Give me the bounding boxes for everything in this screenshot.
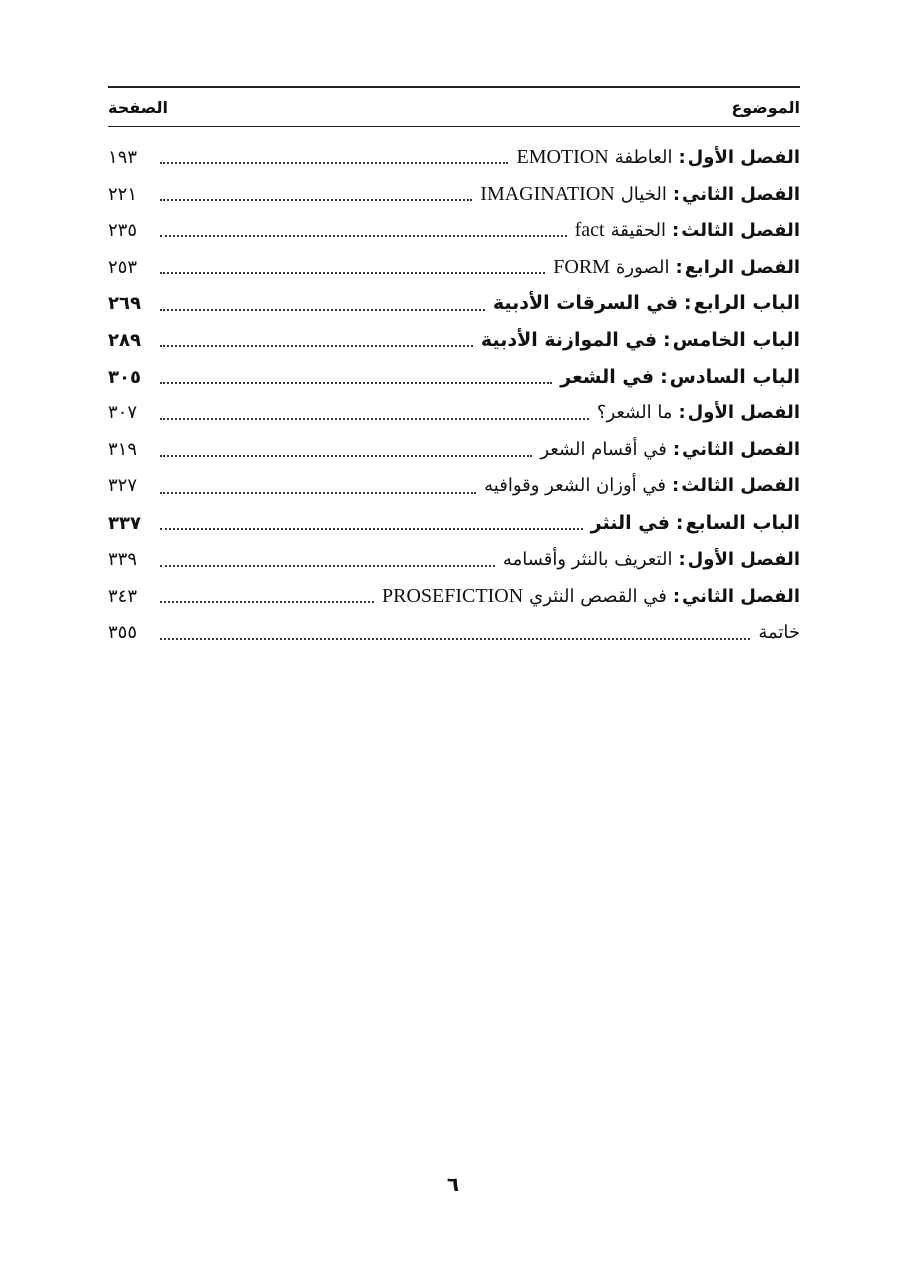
toc-entry-title: في أقسام الشعر [540,438,667,460]
toc-entry-separator: : [678,147,686,168]
toc-entry-title: التعريف بالنثر وأقسامه [502,548,673,570]
header-bottom-rule [108,126,800,127]
toc-entry-label: الفصل الرابع [684,256,800,278]
toc-entry [540,432,800,469]
toc-row [108,578,800,615]
toc-entry-separator: : [672,586,681,608]
dot-leader [160,309,485,311]
toc-entry-separator: : [672,183,681,205]
dot-leader [160,345,473,347]
toc-entry-latin-term: PROSEFICTION [382,585,524,608]
toc-entry [560,359,800,396]
toc-entry-separator: : [671,475,680,497]
toc-entry-title: خاتمة [758,621,800,643]
toc-entry-title: في الموازنة الأدبية [480,328,658,351]
toc-entry [575,212,800,250]
toc-entry-separator: : [660,365,668,388]
toc-page-number: ٢٨٩ [108,329,141,351]
toc-entry [493,285,800,322]
toc-entry-title: ما الشعر؟ [596,402,673,424]
toc-page-number: ٣٢٧ [108,475,138,497]
toc-entry [503,542,800,579]
toc-entry-label: الفصل الأول [687,548,800,570]
toc-row [108,542,800,579]
toc-page-number: ٢٦٩ [108,293,141,315]
toc-entry-label: الفصل الثالث [681,220,800,242]
toc-entry-title: الصورة [615,256,670,278]
toc-row [108,359,800,396]
toc-entry-label: الفصل الأول [687,402,800,424]
toc-entry-latin-term: fact [574,219,605,242]
dot-leader [160,162,508,164]
toc-page-number: ٣٣٧ [108,512,141,534]
toc-header [108,88,800,126]
toc-entry-label: الفصل الثاني [682,438,800,460]
toc-page-number: ٣٣٩ [108,548,138,570]
toc-page-number: ٢٣٥ [108,220,138,242]
toc-entry-label: الفصل الثاني [682,586,800,608]
toc-row [108,432,800,469]
toc-entry-title: في أوزان الشعر وقوافيه [484,475,666,497]
toc-row [108,139,800,176]
toc-entry-separator: : [678,402,686,424]
toc-row [108,322,800,359]
toc-entry-title: في القصص النثري [529,586,667,608]
dot-leader [160,528,583,530]
toc-page-number: ٢٥٣ [108,256,138,278]
dot-leader [160,235,567,237]
toc-entry [516,139,800,177]
dot-leader [160,565,495,567]
dot-leader [160,418,589,420]
toc-entry-label: الفصل الثاني [682,183,800,205]
subject-column-label: الموضوع [731,97,800,117]
toc-page-number: ٣٠٥ [108,366,141,388]
toc-entry-label: الباب السادس [669,365,800,388]
toc-entry-label: الفصل الثالث [681,475,800,497]
toc-entry-separator: : [675,511,684,534]
toc-entry-title: الحقيقة [610,220,666,242]
toc-entry-latin-term: IMAGINATION [480,182,615,205]
toc-row [108,285,800,322]
toc-entry [382,578,800,616]
toc-entry [597,395,800,432]
toc-entry-label: الباب السابع [685,511,800,534]
toc-entry-label: الفصل الأول [687,147,800,168]
toc-entry-title: الخيال [620,183,667,205]
dot-leader [160,455,532,457]
toc-entry [480,176,800,214]
toc-page-number: ٣٠٧ [108,402,138,424]
page-column-label: الصفحة [108,97,169,117]
toc-entry-label: الباب الخامس [672,328,800,351]
toc-page-number: ١٩٣ [108,147,138,168]
dot-leader [160,272,545,274]
toc-page [108,86,800,651]
dot-leader [160,492,476,494]
toc-entry-separator: : [672,438,681,460]
toc-entry [484,468,800,505]
toc-entry-title: في الشعر [560,365,655,388]
toc-entry-title: في السرقات الأدبية [492,292,679,315]
toc-page-number: ٣٥٥ [108,621,138,643]
page-number: ٦ [446,1172,460,1196]
toc-page-number: ٣٤٣ [108,586,138,608]
toc-entry [481,322,800,359]
toc-row [108,505,800,542]
toc-entry-latin-term: FORM [553,255,610,278]
toc-entry-separator: : [671,220,680,242]
toc-row [108,249,800,286]
toc-row [108,615,800,652]
dot-leader [160,199,472,201]
toc-entry-separator: : [678,548,686,570]
toc-entry-title: العاطفة [614,147,673,168]
toc-list [108,139,800,651]
toc-entry [758,615,800,652]
toc-row [108,468,800,505]
toc-entry-label: الباب الرابع [693,292,800,315]
dot-leader [160,601,374,603]
toc-row [108,395,800,432]
toc-page-number: ٢٢١ [108,183,138,205]
toc-page-number: ٣١٩ [108,438,138,460]
toc-entry-separator: : [684,292,692,315]
toc-entry-title: في النثر [590,511,670,534]
toc-entry [553,249,800,287]
dot-leader [160,382,552,384]
dot-leader [160,638,750,640]
toc-row [108,212,800,249]
toc-entry-separator: : [663,328,671,351]
toc-entry-latin-term: EMOTION [516,146,609,168]
toc-row [108,176,800,213]
toc-entry [591,505,800,542]
toc-entry-separator: : [675,256,683,278]
